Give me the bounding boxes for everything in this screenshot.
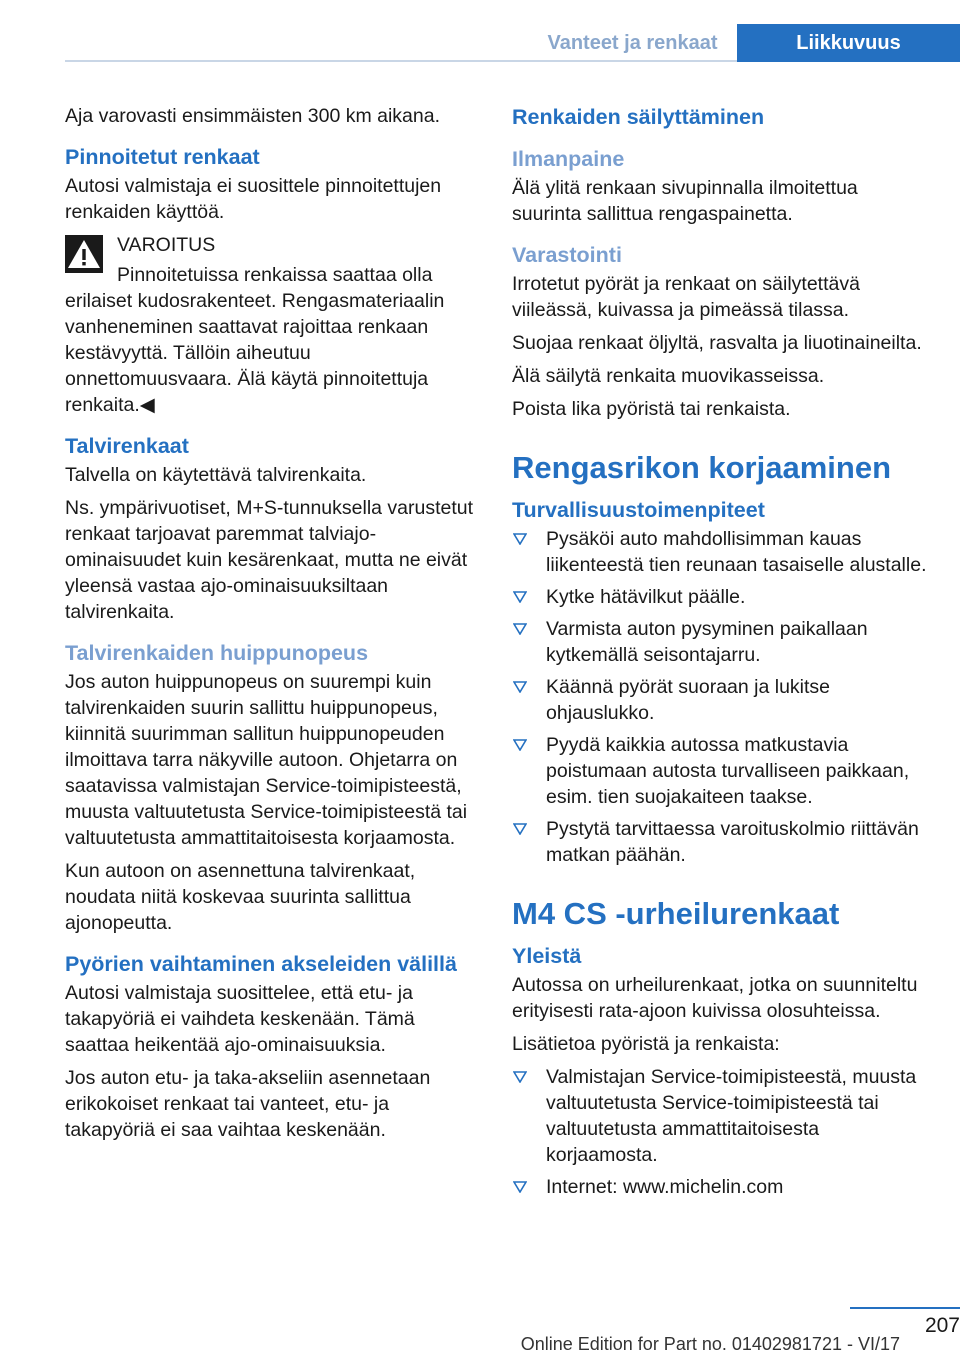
page-number: 207 — [924, 1314, 960, 1337]
storing-paragraph-1: Irrotetut pyörät ja renkaat on säilytettävä viileässä, kuivassa ja pimeässä tilassa. — [512, 273, 860, 321]
triangle-bullet-icon — [513, 681, 527, 693]
right-column — [512, 103, 930, 1206]
list-item: Pysäköi auto mahdollisimman kauas liikenteestä tien reunaan tasaiselle alustalle. — [512, 526, 930, 578]
list-item: Internet: www.michelin.com — [512, 1174, 930, 1200]
triangle-bullet-icon — [513, 591, 527, 603]
header-chapter-tab: Liikkuvuus — [737, 24, 960, 62]
edition-note: Online Edition for Part no. 01402981721 - VI/17 — [520, 1334, 900, 1354]
warning-box — [65, 232, 477, 418]
footer-rule — [850, 1307, 960, 1309]
list-item: Käännä pyörät suoraan ja lukitse ohjauslukko. — [512, 674, 930, 726]
pressure-paragraph: Älä ylitä renkaan sivupinnalla ilmoitettua suurinta sallittua rengaspainetta. — [512, 177, 858, 225]
safety-list — [512, 526, 930, 868]
info-list — [512, 1064, 930, 1200]
heading-winter-tires: Talvirenkaat — [65, 434, 189, 458]
heading-winter-top-speed: Talvirenkaiden huippunopeus — [65, 641, 369, 665]
triangle-bullet-icon — [513, 623, 527, 635]
list-item: Pyydä kaikkia autossa matkustavia poistumaan autosta turvalliseen paikkaan, esim. tien suojakaiteen taakse. — [512, 732, 930, 810]
top-speed-paragraph-2: Kun autoon on asennettuna talvirenkaat, noudata niitä koskevaa suurinta sallittua ajonopeutta. — [65, 860, 416, 934]
triangle-bullet-icon — [513, 1181, 527, 1193]
list-item: Kytke hätävilkut päälle. — [512, 584, 930, 610]
list-item: Valmistajan Service-toimipisteestä, muusta valtuutetusta Service-toimipisteestä tai valtuutetusta ammattitaitoisesta korjaamosta. — [512, 1064, 930, 1168]
wheel-swap-paragraph-1: Autosi valmistaja suosittelee, että etu- ja takapyöriä ei vaihdeta keskenään. Tämä saattaa heikentää ajo-ominaisuuksia. — [65, 982, 415, 1056]
storing-paragraph-3: Älä säilytä renkaita muovikasseissa. — [512, 365, 825, 387]
list-item: Varmista auton pysyminen paikallaan kytkemällä seisontajarru. — [512, 616, 930, 668]
winter-paragraph-2: Ns. ympärivuotiset, M+S-tunnuksella varustetut renkaat tarjoavat paremmat talviajo-ominaisuudet kuin kesärenkaat, mutta ne eivät yleensä vastaa ajo-ominaisuuksiltaan talvirenkaita. — [65, 497, 474, 623]
heading-general: Yleistä — [512, 944, 582, 968]
triangle-bullet-icon — [513, 533, 527, 545]
warning-title: VAROITUS — [117, 234, 216, 256]
heading-m4-cs-sport-tires: M4 CS -urheilurenkaat — [512, 896, 840, 931]
storing-paragraph-4: Poista lika pyöristä tai renkaista. — [512, 398, 791, 420]
top-speed-paragraph-1: Jos auton huippunopeus on suurempi kuin talvirenkaiden suurin sallittu huippunopeus, kiinnitä suurimman sallitun huippunopeuden ilmoittava tarra näkyville autoon. Ohjetarra on saatavissa valmistajan Service-toimipisteestä, muusta valtuutetusta Service-toimipisteestä tai valtuutetusta ammattitaitoisesta korjaamosta. — [65, 671, 468, 849]
storing-paragraph-2: Suojaa renkaat öljyltä, rasvalta ja liuotinaineilta. — [512, 332, 922, 354]
heading-flat-tire-repair: Rengasrikon korjaaminen — [512, 450, 892, 485]
heading-air-pressure: Ilmanpaine — [512, 147, 625, 171]
winter-paragraph-1: Talvella on käytettävä talvirenkaita. — [65, 464, 367, 486]
intro-paragraph: Aja varovasti ensimmäisten 300 km aikana. — [65, 105, 441, 127]
heading-wheel-swap: Pyörien vaihtaminen akseleiden välillä — [65, 952, 457, 976]
warning-text: Pinnoitetuissa renkaissa saattaa olla erilaiset kudosrakenteet. Rengasmateriaalin vanheneminen saattavat rajoittaa renkaan kestävyyttä. Tällöin aiheutuu onnettomuusvaara. Älä käytä pinnoitettuja renkaita.◀ — [65, 264, 445, 416]
heading-storing: Varastointi — [512, 243, 622, 267]
general-paragraph-1: Autossa on urheilurenkaat, jotka on suunniteltu erityisesti rata-ajoon kuivissa olosuhteissa. — [512, 974, 918, 1022]
heading-tire-storage: Renkaiden säilyttäminen — [512, 105, 765, 129]
triangle-bullet-icon — [513, 1071, 527, 1083]
triangle-bullet-icon — [513, 823, 527, 835]
warning-icon — [65, 235, 103, 273]
wheel-swap-paragraph-2: Jos auton etu- ja taka-akseliin asennetaan erikokoiset renkaat tai vanteet, etu- ja takapyöriä ei saa vaihtaa keskenään. — [65, 1067, 431, 1141]
list-item: Pystytä tarvittaessa varoituskolmio riittävän matkan päähän. — [512, 816, 930, 868]
heading-coated-tires: Pinnoitetut renkaat — [65, 145, 260, 169]
heading-safety-measures: Turvallisuustoimenpiteet — [512, 498, 765, 522]
header-section-title: Vanteet ja renkaat — [547, 31, 718, 54]
left-column — [65, 103, 477, 1150]
coated-tires-paragraph: Autosi valmistaja ei suosittele pinnoitettujen renkaiden käyttöä. — [65, 175, 442, 223]
triangle-bullet-icon — [513, 739, 527, 751]
general-paragraph-2: Lisätietoa pyöristä ja renkaista: — [512, 1033, 780, 1055]
